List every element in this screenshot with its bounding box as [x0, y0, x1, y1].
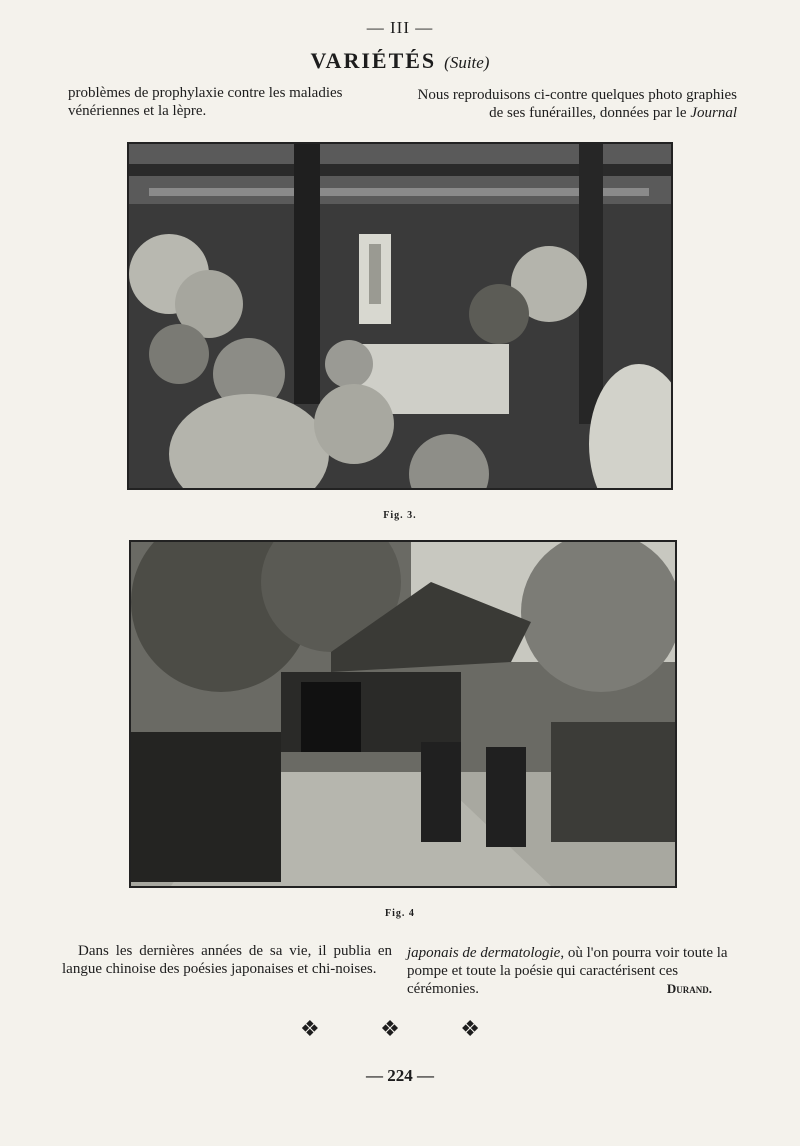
header-page-number: — III —	[366, 18, 434, 37]
bottom-right-text: , où l'on pourra voir toute la pompe et toute la poésie qui caractérisent ces cérémonies.	[407, 945, 728, 997]
top-right-paragraph	[412, 86, 737, 122]
author-signature: Durand.	[666, 981, 712, 996]
footer-page-number: — 224 —	[366, 1066, 434, 1085]
ornament-icon: ❖	[380, 1016, 400, 1041]
section-title-suffix: (Suite)	[444, 53, 490, 72]
ornament-icon: ❖	[300, 1016, 320, 1041]
section-title-text: VARIÉTÉS	[310, 48, 437, 73]
figure-3-photo	[127, 142, 673, 490]
bottom-left-paragraph: Dans les dernières années de sa vie, il publia en langue chinoise des poésies japonaises et chi-noises.	[62, 943, 392, 977]
journal-title-italic: japonais de dermatologie	[407, 945, 561, 961]
ornament-icon: ❖	[460, 1016, 480, 1041]
figure-4-photo	[129, 540, 677, 888]
figure-4-caption: Fig. 4	[385, 908, 415, 919]
section-title	[0, 48, 800, 74]
top-left-paragraph: problèmes de prophylaxie contre les maladies vénériennes et la lèpre.	[68, 85, 343, 119]
ornament-row	[300, 1016, 480, 1042]
top-right-text: Nous reproduisons ci-contre quelques photo graphies de ses funérailles, données par le	[417, 87, 737, 121]
journal-word: Journal	[690, 105, 737, 121]
figure-3-caption: Fig. 3.	[383, 510, 417, 521]
bottom-right-paragraph	[407, 944, 732, 998]
